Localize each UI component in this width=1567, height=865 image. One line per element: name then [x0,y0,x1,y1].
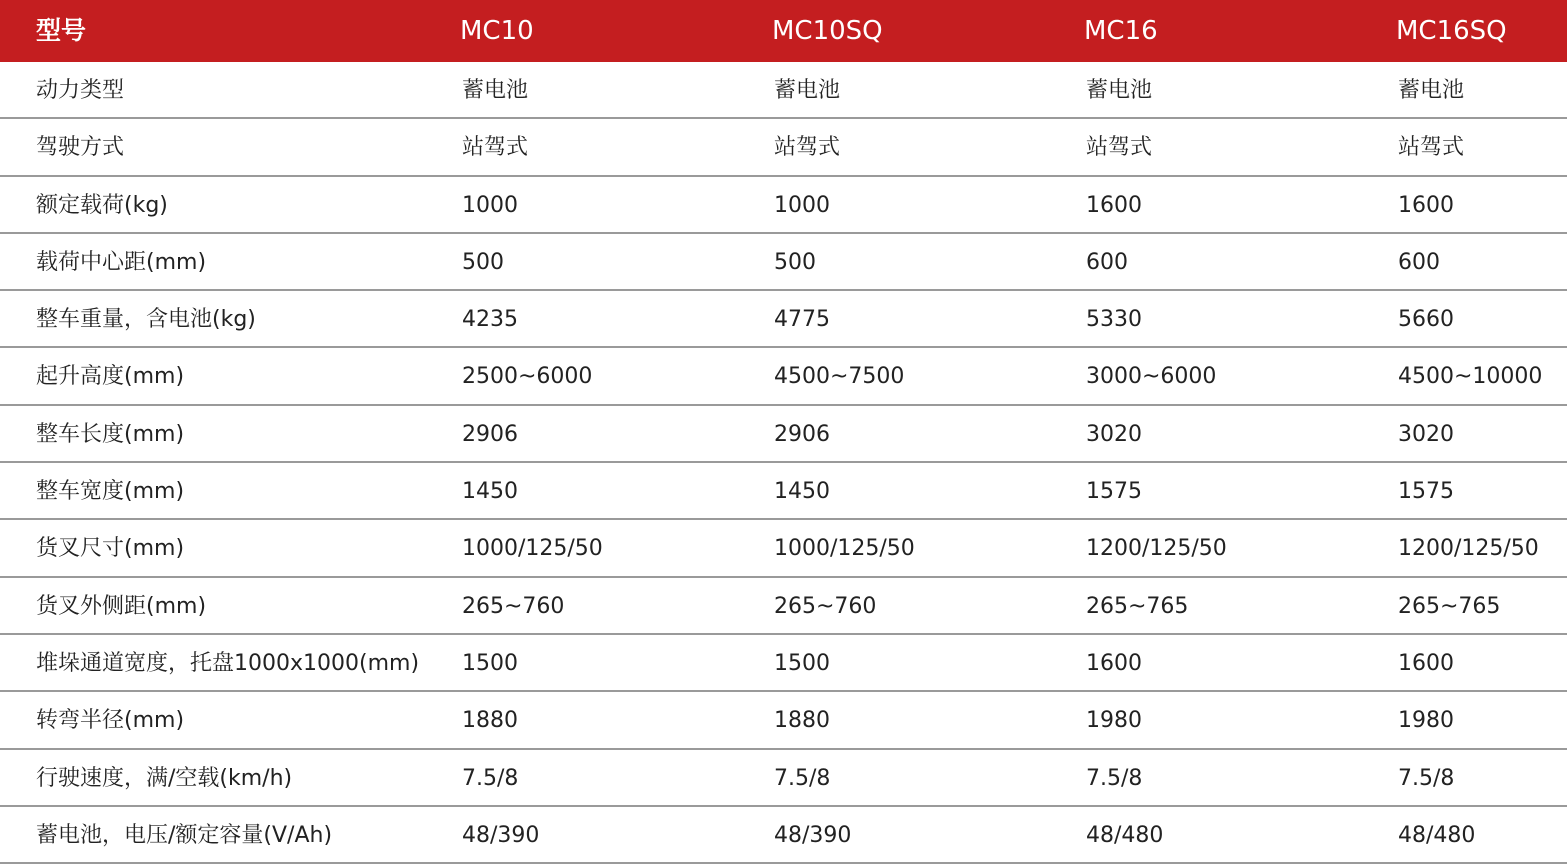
table-row [0,177,1567,234]
row-value: 蓄电池 [1398,78,1465,103]
row-label: 起升高度(mm) [36,364,185,390]
row-value: 7.5/8 [1398,765,1455,791]
row-value: 1600 [1398,650,1454,676]
row-label: 货叉外侧距(mm) [36,593,207,619]
row-value: 2500~6000 [462,364,593,390]
row-label: 转弯半径(mm) [36,708,185,734]
header-model-label: 型号 [36,16,87,45]
row-label: 整车宽度(mm) [36,479,185,505]
header-model-mc16: MC16 [1084,16,1158,46]
row-value: 4500~10000 [1398,364,1543,390]
table-body [0,62,1567,864]
table-row [0,119,1567,176]
row-value: 1500 [462,650,518,676]
row-value: 265~760 [462,593,565,619]
row-value: 4775 [774,307,830,333]
row-value: 3020 [1086,421,1142,447]
row-value: 1200/125/50 [1086,536,1227,562]
row-label: 整车重量，含电池(kg) [36,307,256,333]
table-row [0,578,1567,635]
row-value: 265~760 [774,593,877,619]
row-value: 1500 [774,650,830,676]
row-label: 驾驶方式 [36,135,125,161]
table-row [0,692,1567,749]
row-value: 48/390 [774,822,852,848]
row-value: 48/480 [1086,822,1164,848]
row-value: 1000/125/50 [462,536,603,562]
row-value: 站驾式 [774,135,841,161]
row-value: 1600 [1398,192,1454,218]
row-value: 48/480 [1398,822,1476,848]
row-value: 2906 [774,421,830,447]
header-model-mc10: MC10 [460,16,534,46]
table-row [0,291,1567,348]
row-value: 4235 [462,307,518,333]
row-label: 额定载荷(kg) [36,192,168,218]
row-label: 整车长度(mm) [36,421,185,447]
table-row [0,750,1567,807]
row-value: 1575 [1086,479,1142,505]
row-value: 1980 [1398,708,1454,734]
row-value: 1200/125/50 [1398,536,1539,562]
row-label: 堆垛通道宽度，托盘1000x1000(mm) [36,650,420,676]
row-value: 500 [774,249,816,275]
row-value: 7.5/8 [462,765,519,791]
row-value: 1575 [1398,479,1454,505]
row-value: 蓄电池 [462,78,529,103]
row-value: 3020 [1398,421,1454,447]
table-row [0,463,1567,520]
table-row [0,635,1567,692]
row-value: 4500~7500 [774,364,905,390]
row-value: 1000 [462,192,518,218]
table-row [0,520,1567,577]
row-value: 蓄电池 [1086,78,1153,103]
row-value: 265~765 [1398,593,1501,619]
row-label: 行驶速度，满/空载(km/h) [36,765,293,791]
row-value: 7.5/8 [1086,765,1143,791]
row-label: 蓄电池，电压/额定容量(V/Ah) [36,822,333,848]
header-model-mc16sq: MC16SQ [1396,16,1507,46]
row-value: 500 [462,249,504,275]
row-value: 站驾式 [1398,135,1465,161]
table-header [0,0,1567,62]
row-value: 站驾式 [462,135,529,161]
row-value: 600 [1398,249,1440,275]
row-label: 动力类型 [36,78,125,103]
row-value: 1600 [1086,192,1142,218]
table-row [0,348,1567,405]
table-row [0,234,1567,291]
row-value: 1980 [1086,708,1142,734]
row-value: 265~765 [1086,593,1189,619]
header-model-mc10sq: MC10SQ [772,16,883,46]
table-row [0,807,1567,864]
row-value: 48/390 [462,822,540,848]
row-value: 1000/125/50 [774,536,915,562]
row-value: 600 [1086,249,1128,275]
row-value: 5660 [1398,307,1454,333]
row-label: 货叉尺寸(mm) [36,536,185,562]
row-value: 5330 [1086,307,1142,333]
row-value: 1600 [1086,650,1142,676]
row-value: 1000 [774,192,830,218]
row-value: 2906 [462,421,518,447]
table-row [0,62,1567,119]
row-value: 1450 [774,479,830,505]
row-value: 1450 [462,479,518,505]
row-value: 站驾式 [1086,135,1153,161]
row-value: 1880 [774,708,830,734]
table-row [0,406,1567,463]
row-value: 1880 [462,708,518,734]
row-value: 3000~6000 [1086,364,1217,390]
row-value: 蓄电池 [774,78,841,103]
row-value: 7.5/8 [774,765,831,791]
row-label: 载荷中心距(mm) [36,249,207,275]
